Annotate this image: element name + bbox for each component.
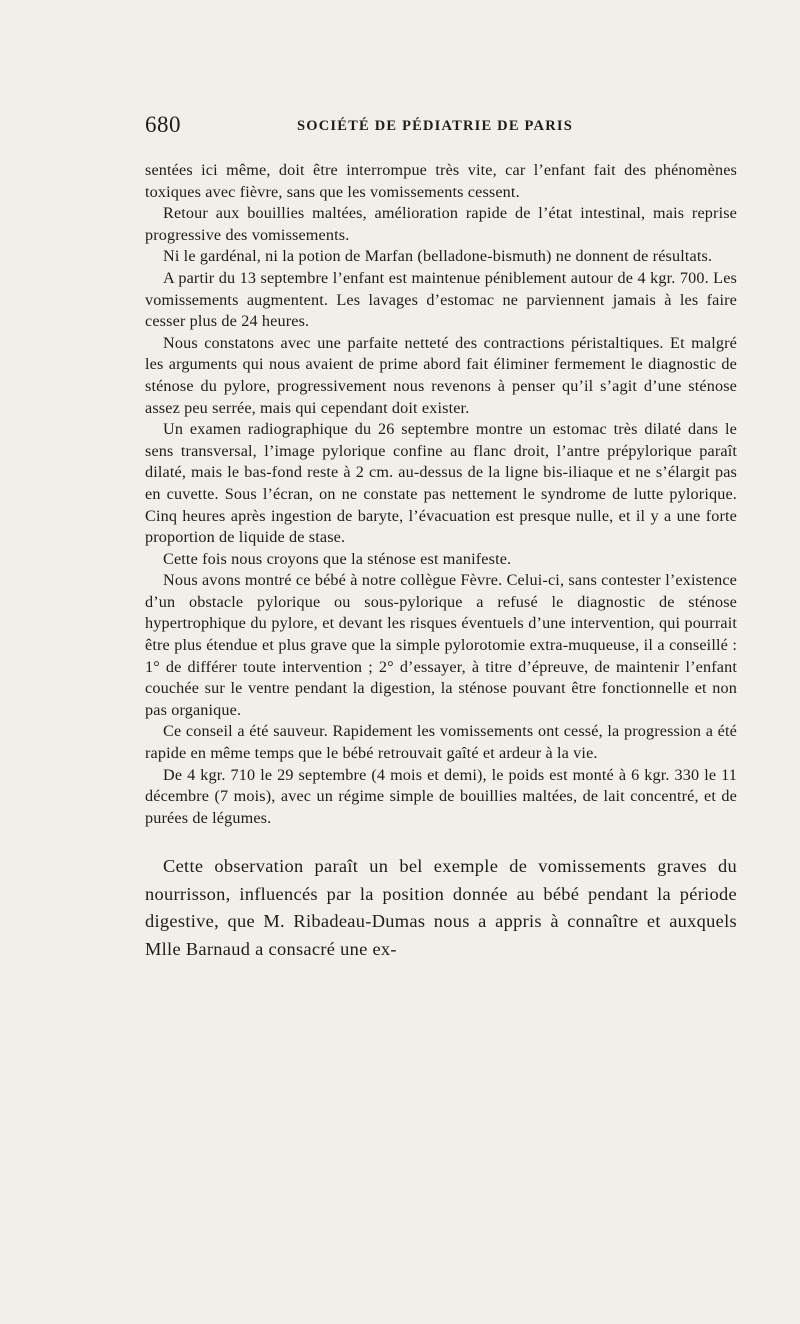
paragraph-7: Cette fois nous croyons que la sténose est manifeste. — [163, 549, 512, 568]
page-number: 680 — [145, 112, 181, 137]
paragraph-6: Un examen radiographique du 26 septembre montre un estomac très dilaté dans le sens transversal, l’image pylorique confine au flanc droit, l’antre prépylorique paraît dilaté, mais le bas-fond reste à 2 cm. au-dessus de la ligne bis-iliaque et ne s’élargit pas en cuvette. Sous l’écran, on ne constate pas nettement le syndrome de lutte pylorique. Cinq heures après ingestion de baryte, l’évacuation est presque nulle, et il y a une forte proportion de liquide de stase. — [145, 420, 737, 547]
paragraph-9: Ce conseil a été sauveur. Rapidement les vomissements ont cessé, la progression a été rapide en même temps que le bébé retrouvait gaîté et ardeur à la vie. — [145, 722, 737, 763]
conclusion-paragraph: Cette observation paraît un bel exemple de vomissements graves du nourrisson, influencés par la position donnée au bébé pendant la période digestive, que M. Ribadeau-Dumas nous a appris à connaître et auxquels Mlle Barnaud a consacré une ex- — [145, 856, 737, 959]
paragraph-2: Retour aux bouillies maltées, amélioration rapide de l’état intestinal, mais reprise progressive des vomissements. — [145, 204, 737, 244]
paragraph-3: Ni le gardénal, ni la potion de Marfan (belladone-bismuth) ne donnent de résultats. — [163, 247, 713, 266]
paragraph-4: A partir du 13 septembre l’enfant est maintenue péniblement autour de 4 kgr. 700. Les vomissements augmentent. Les lavages d’estomac ne parviennent jamais à les faire cesser plus de 24 heures. — [145, 268, 737, 331]
paragraph-1: sentées ici même, doit être interrompue très vite, car l’enfant fait des phénomènes toxiques avec fièvre, sans que les vomissements cessent. — [145, 161, 737, 201]
page-header — [145, 112, 737, 142]
body-text — [145, 160, 737, 963]
paragraph-10: De 4 kgr. 710 le 29 septembre (4 mois et demi), le poids est monté à 6 kgr. 330 le 11 décembre (7 mois), avec un régime simple de bouillies maltées, de lait concentré, et de purées de légumes. — [145, 765, 737, 827]
conclusion-section — [145, 853, 737, 963]
paragraph-5: Nous constatons avec une parfaite netteté des contractions péristaltiques. Et malgré les arguments qui nous avaient de prime abord fait éliminer fermement le diagnostic de sténose du pylore, progressivement nous revenons à penser qu’il s’agit d’une sténose assez peu serrée, mais qui cependant doit exister. — [145, 333, 737, 417]
running-head: SOCIÉTÉ DE PÉDIATRIE DE PARIS — [297, 118, 573, 134]
paragraph-8: Nous avons montré ce bébé à notre collègue Fèvre. Celui-ci, sans contester l’existence d’un obstacle pylorique ou sous-pylorique a refusé le diagnostic de sténose hypertrophique du pylore, et devant les risques éventuels d’une intervention, qui pourrait être plus étendue et plus grave que la simple pylorotomie extra-muqueuse, il a conseillé : 1° de différer toute intervention ; 2° d’essayer, à titre d’épreuve, de maintenir l’enfant couchée sur le ventre pendant la digestion, la sténose pouvant être fonctionnelle et non pas organique. — [145, 571, 737, 719]
